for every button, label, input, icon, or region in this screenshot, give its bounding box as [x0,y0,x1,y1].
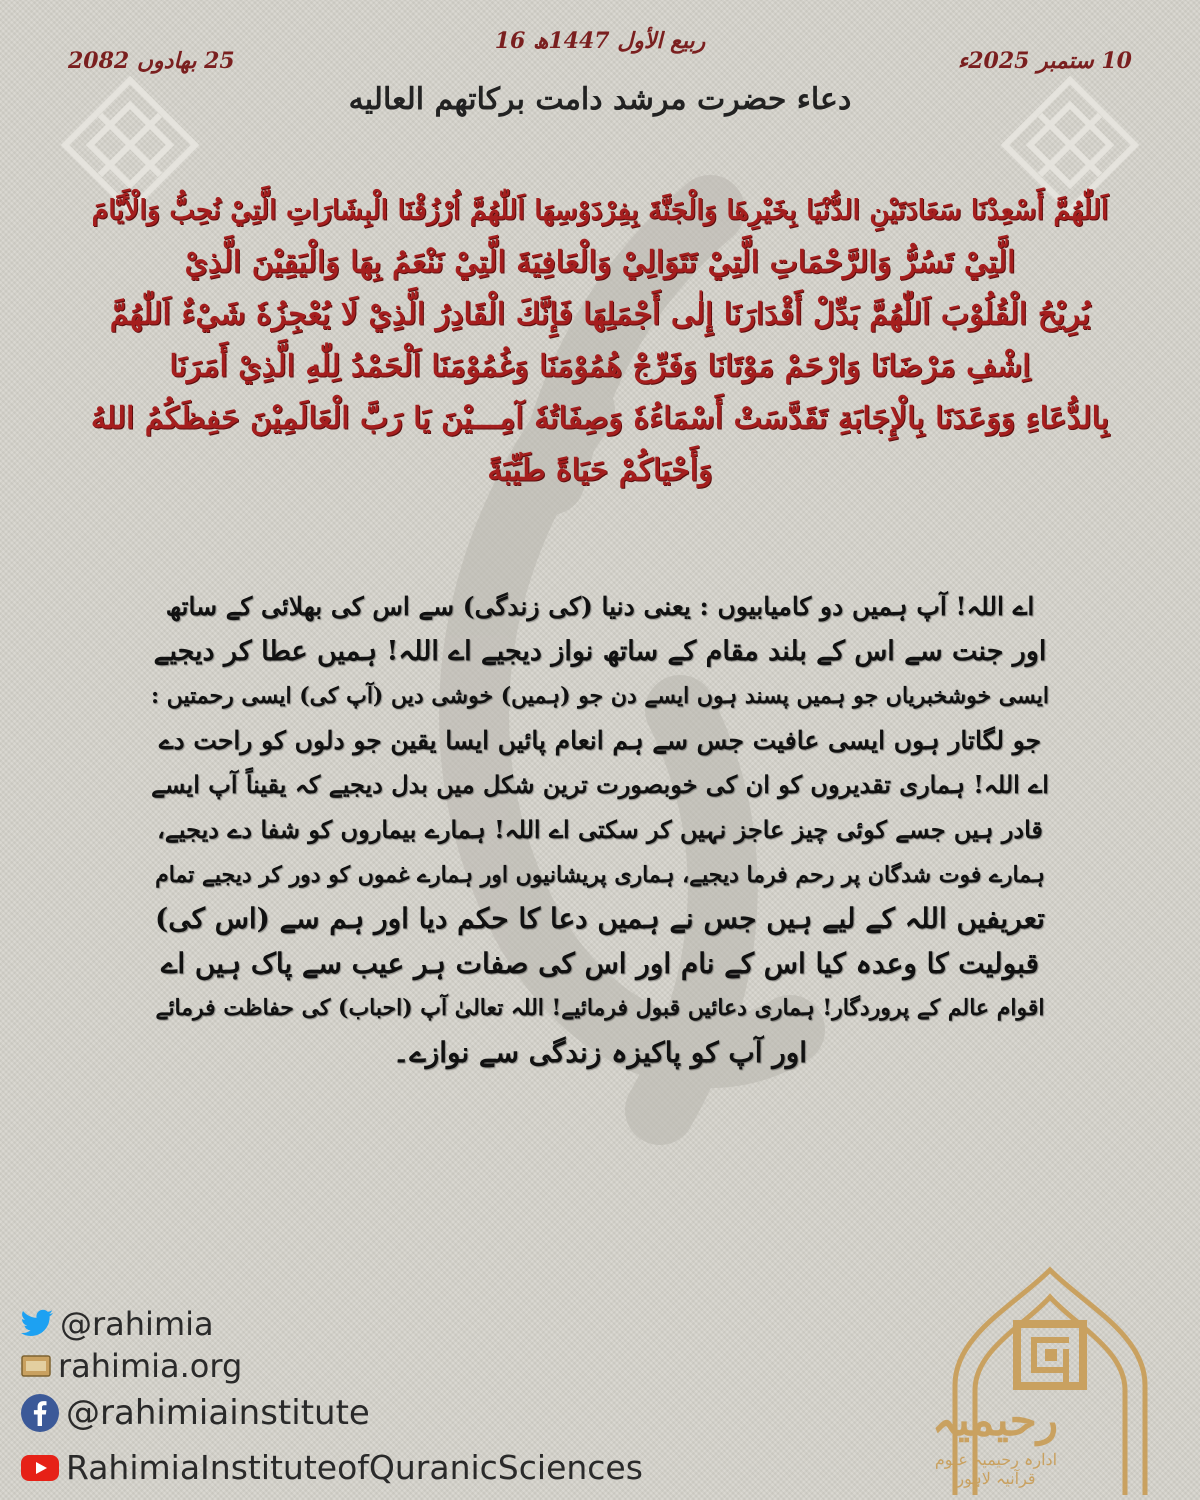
website-icon [20,1353,52,1379]
twitter-handle: @rahimia [60,1305,214,1343]
urdu-translation-line: اور آپ کو پاکیزہ زندگی سے نوازے۔ [392,1035,808,1069]
urdu-translation-line: ہمارے فوت شدگان پر رحم فرما دیجیے، ہماری پریشانیوں اور ہمارے غموں کو دور کر دیجیے تمام [155,861,1045,888]
urdu-translation-line: قبولیت کا وعدہ کیا اس کے نام اور اس کی صفات ہر عیب سے پاک ہیں اے [161,946,1039,980]
arabic-dua-line: وَأَحْيَاكُمْ حَيَاةً طَيِّبَةً [487,453,713,488]
urdu-translation-line: ایسی خوشخبریاں جو ہمیں پسند ہوں ایسے دن جو (ہمیں) خوشی دیں (آپ کی) ایسی رحمتیں : [150,683,1050,710]
urdu-translation-line: جو لگاتار ہوں ایسی عافیت جس سے ہم انعام پائیں ایسا یقین جو دلوں کو راحت دے [158,725,1042,755]
urdu-translation-line: تعریفیں اللہ کے لیے ہیں جس نے ہمیں دعا کا حکم دیا اور ہم سے (اس کی) [155,902,1045,936]
arabic-dua-line: يُرِيْحُ الْقُلُوْبَ اَللّٰهُمَّ بَدِّلْ أَقْدَارَنَا إِلٰى أَجْمَلِهَا فَإِنَّكَ الْقَادِرُ الَّذِيْ لَا يُعْجِزُهٗ شَيْءٌ اَللّٰهُمَّ [109,297,1091,332]
bikrami-date: 25 بھادوں 2082 [68,48,235,74]
twitter-icon [20,1309,54,1339]
arabic-dua [80,185,1120,497]
arabic-dua-line: اَللّٰهُمَّ أَسْعِدْنَا سَعَادَتَيْنِ الدُّنْيَا بِخَيْرِهَا وَالْجَنَّةَ بِفِرْدَوْسِهَا اَللّٰهُمَّ اُرْزُقْنَا الْبِشَارَاتِ الَّتِيْ نُحِبُّ وَالْأَيَّامَ [91,195,1109,226]
arabic-dua-line: بِالدُّعَاءِ وَوَعَدَنَا بِالْإِجَابَةِ تَقَدَّسَتْ أَسْمَاءُهٗ وَصِفَاتُهٗ آمِـــيْنَ يَا رَبَّ الْعَالَمِيْنَ حَفِظَكُمُ اللهُ [90,401,1110,436]
youtube-channel: RahimiaInstituteofQuranicSciences [66,1448,643,1487]
youtube-link[interactable] [20,1448,643,1487]
gregorian-date: 10 ستمبر 2025ء [957,48,1132,74]
logo-subtitle: ادارہ رحیمیہ علوم قرآنیہ لاہور [934,1450,1058,1488]
urdu-translation-line: اقوام عالم کے پروردگار! ہماری دعائیں قبول فرمائیے! اللہ تعالیٰ آپ (احباب) کی حفاظت فرمائے [155,995,1045,1022]
facebook-icon [20,1393,60,1433]
urdu-translation [150,585,1050,1076]
facebook-link[interactable] [20,1393,370,1433]
website-link[interactable] [20,1347,242,1385]
urdu-translation-line: اے اللہ! ہماری تقدیروں کو ان کی خوبصورت ترین شکل میں بدل دیجیے کہ یقیناً آپ ایسے [151,770,1049,800]
urdu-translation-line: اور جنت سے اس کے بلند مقام کے ساتھ نواز دیجیے اے اللہ! ہمیں عطا کر دیجیے [153,635,1047,667]
logo-script: رحیمیہ [931,1395,1059,1446]
website-url: rahimia.org [58,1347,243,1385]
arabic-dua-line: الَّتِيْ تَسُرُّ وَالرَّحْمَاتِ الَّتِيْ تَتَوَالِيْ وَالْعَافِيَةَ الَّتِيْ نَنْعَمُ بِهَا وَالْيَقِيْنَ الَّذِيْ [184,245,1016,280]
urdu-translation-line: اے اللہ! آپ ہمیں دو کامیابیوں : یعنی دنیا (کی زندگی) سے اس کی بھلائی کے ساتھ [165,592,1035,621]
urdu-translation-line: قادر ہیں جسے کوئی چیز عاجز نہیں کر سکتی اے اللہ! ہمارے بیماروں کو شفا دے دیجیے، [157,814,1043,844]
hijri-date: 16 ربیع الأول 1447ھ [494,28,706,54]
page-title: دعاء حضرت مرشد دامت برکاتهم العالیه [348,82,852,117]
arabic-dua-line: اِشْفِ مَرْضَانَا وَارْحَمْ مَوْتَانَا وَفَرِّجْ هُمُوْمَنَا وَغُمُوْمَنَا اَلْحَمْدُ لِلّٰهِ الَّذِيْ أَمَرَنَا [169,349,1031,384]
facebook-handle: @rahimiainstitute [66,1393,370,1433]
youtube-icon [20,1453,60,1483]
twitter-link[interactable] [20,1305,214,1343]
